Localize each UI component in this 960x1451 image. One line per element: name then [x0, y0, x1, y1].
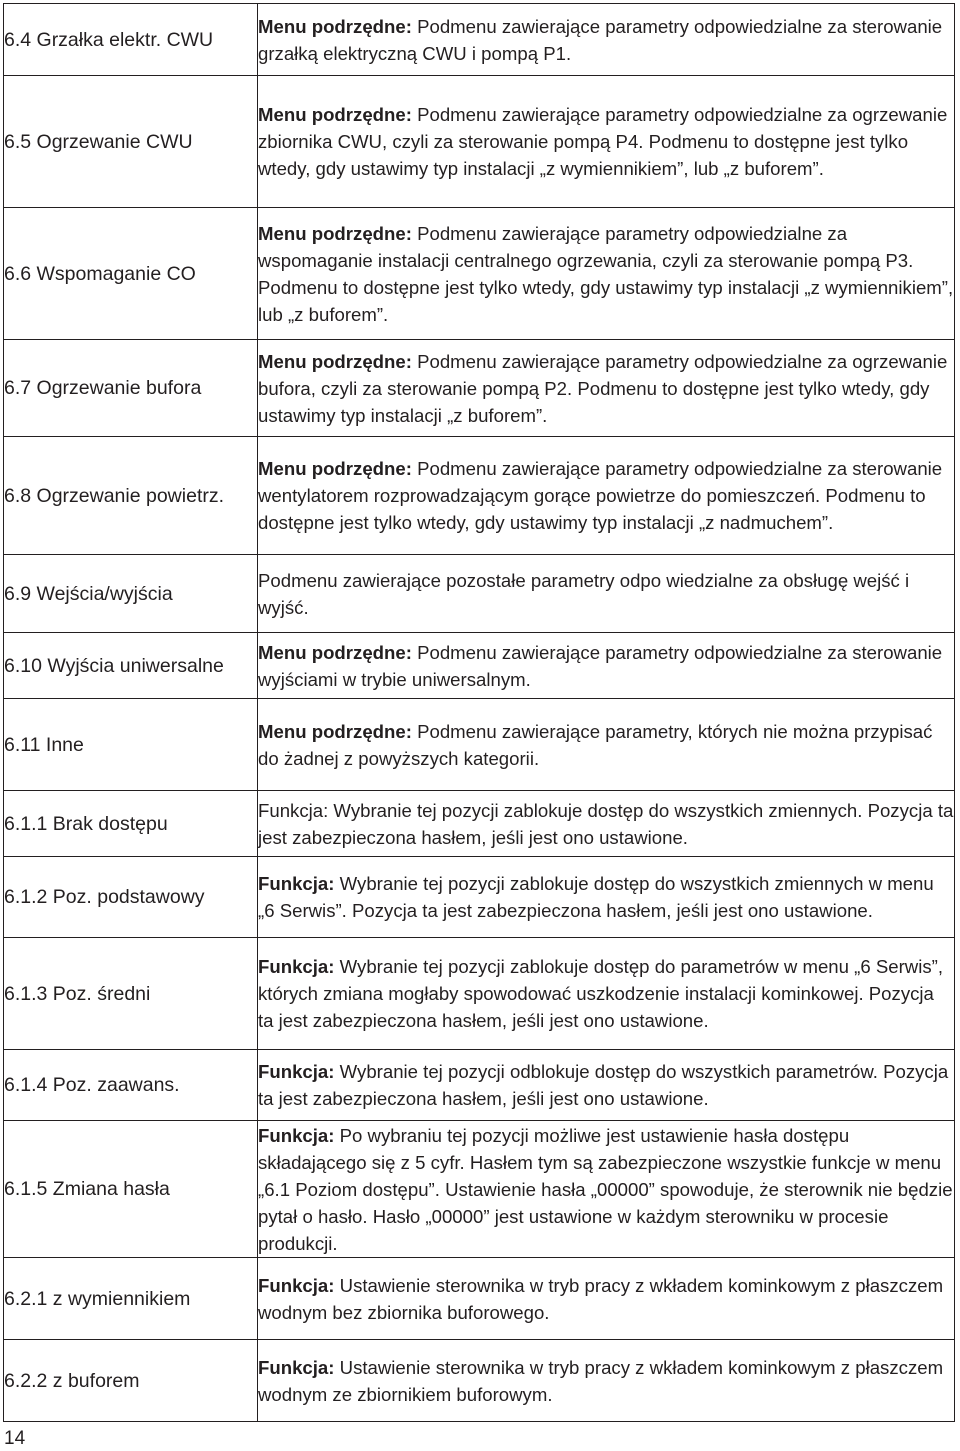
- table-row: [4, 633, 955, 699]
- description-text: Podmenu zawierające parametry odpowiedzialne za sterowanie grzałką elektryczną CWU i pompą P1.: [258, 15, 943, 64]
- page-number: 14: [4, 1428, 26, 1449]
- description-text: Po wybraniu tej pozycji możliwe jest ustawienie hasła dostępu składającego się z 5 cyfr. Hasłem tym są zabezpieczone wszystkie funkcje w menu „6.1 Poziom dostępu”. Ustawienie hasła „00000” spowoduje, że sterownik nie będzie pytał o hasło. Hasło „00000” jest ustawione w każdym sterowniku w procesie produkcji.: [258, 1124, 953, 1254]
- table-row: [4, 1340, 955, 1422]
- menu-item-description: [258, 208, 955, 340]
- table-row: [4, 791, 955, 857]
- description-label: Funkcja:: [258, 1356, 335, 1378]
- menu-item-label: 6.6 Wspomaganie CO: [4, 208, 258, 340]
- table-row: [4, 699, 955, 791]
- menu-item-label: 6.8 Ogrzewanie powietrz.: [4, 437, 258, 555]
- table-row: [4, 208, 955, 340]
- menu-item-description: [258, 1050, 955, 1121]
- menu-item-description: [258, 791, 955, 857]
- menu-item-description: [258, 1258, 955, 1340]
- menu-item-description: [258, 437, 955, 555]
- description-label: Menu podrzędne:: [258, 15, 412, 37]
- table-row: [4, 76, 955, 208]
- description-text: Funkcja: Wybranie tej pozycji zablokuje dostęp do wszystkich zmiennych. Pozycja ta jest zabezpieczona hasłem, jeśli jest ono ustawione.: [258, 799, 954, 848]
- table-row: [4, 1258, 955, 1340]
- menu-item-label: 6.1.2 Poz. podstawowy: [4, 857, 258, 938]
- menu-item-description: [258, 633, 955, 699]
- menu-item-label: 6.2.2 z buforem: [4, 1340, 258, 1422]
- table-row: [4, 938, 955, 1050]
- table-row: [4, 1121, 955, 1258]
- description-text: Podmenu zawierające parametry, których nie można przypisać do żadnej z powyższych kategorii.: [258, 720, 933, 769]
- table-row: [4, 857, 955, 938]
- menu-item-label: 6.9 Wejścia/wyjścia: [4, 555, 258, 633]
- menu-item-label: 6.1.4 Poz. zaawans.: [4, 1050, 258, 1121]
- description-label: Funkcja:: [258, 1274, 335, 1296]
- parameter-table: [3, 3, 955, 1422]
- description-text: Podmenu zawierające parametry odpowiedzialne za ogrzewanie zbiornika CWU, czyli za sterowanie pompą P4. Podmenu to dostępne jest tylko wtedy, gdy ustawimy typ instalacji „z wymiennikiem”, lub „z buforem”.: [258, 104, 948, 179]
- menu-item-description: [258, 938, 955, 1050]
- table-row: [4, 555, 955, 633]
- menu-item-label: 6.11 Inne: [4, 699, 258, 791]
- menu-item-label: 6.7 Ogrzewanie bufora: [4, 340, 258, 437]
- description-text: Wybranie tej pozycji zablokuje dostęp do parametrów w menu „6 Serwis”, których zmiana mogłaby spowodować uszkodzenie instalacji kominkowej. Pozycja ta jest zabezpieczona hasłem, jeśli jest ono ustawione.: [258, 956, 943, 1031]
- table-row: [4, 437, 955, 555]
- menu-item-description: [258, 555, 955, 633]
- description-text: Podmenu zawierające pozostałe parametry odpo wiedzialne za obsługę wejść i wyjść.: [258, 569, 910, 618]
- table-row: [4, 340, 955, 437]
- description-label: Funkcja:: [258, 1124, 335, 1146]
- menu-item-description: [258, 699, 955, 791]
- menu-item-description: [258, 857, 955, 938]
- menu-item-description: [258, 1340, 955, 1422]
- description-label: Menu podrzędne:: [258, 458, 412, 479]
- description-label: Menu podrzędne:: [258, 641, 412, 663]
- menu-item-label: 6.1.3 Poz. średni: [4, 938, 258, 1050]
- description-text: Wybranie tej pozycji zablokuje dostęp do wszystkich zmiennych w menu „6 Serwis”. Pozycja ta jest zabezpieczona hasłem, jeśli jest ono ustawione.: [258, 873, 934, 921]
- description-text: Podmenu zawierające parametry odpowiedzialne za ogrzewanie bufora, czyli za sterowanie pompą P2. Podmenu to dostępne jest tylko wtedy, gdy ustawimy typ instalacji „z buforem”.: [258, 350, 948, 426]
- description-label: Menu podrzędne:: [258, 350, 412, 372]
- description-text: Wybranie tej pozycji odblokuje dostęp do wszystkich parametrów. Pozycja ta jest zabezpieczona hasłem, jeśli jest ono ustawione.: [258, 1061, 949, 1109]
- description-label: Menu podrzędne:: [258, 104, 412, 125]
- description-label: Funkcja:: [258, 1061, 335, 1082]
- menu-item-label: 6.1.5 Zmiana hasła: [4, 1121, 258, 1258]
- description-label: Menu podrzędne:: [258, 720, 412, 742]
- menu-item-label: 6.5 Ogrzewanie CWU: [4, 76, 258, 208]
- description-label: Menu podrzędne:: [258, 222, 412, 244]
- menu-item-description: [258, 340, 955, 437]
- description-text: Podmenu zawierające parametry odpowiedzialne za wspomaganie instalacji centralnego ogrzewania, czyli za sterowanie pompą P3. Podmenu to dostępne jest tylko wtedy, gdy ustawimy typ instalacji „z wymiennikiem”, lub „z buforem”.: [258, 222, 954, 325]
- description-text: Ustawienie sterownika w tryb pracy z wkładem kominkowym z płaszczem wodnym bez zbiornika buforowego.: [258, 1274, 944, 1323]
- table-row: [4, 1050, 955, 1121]
- menu-item-label: 6.1.1 Brak dostępu: [4, 791, 258, 857]
- menu-item-label: 6.10 Wyjścia uniwersalne: [4, 633, 258, 699]
- menu-item-description: [258, 4, 955, 76]
- description-label: Funkcja:: [258, 873, 335, 894]
- description-label: Funkcja:: [258, 956, 335, 977]
- description-text: Ustawienie sterownika w tryb pracy z wkładem kominkowym z płaszczem wodnym ze zbiornikiem buforowym.: [258, 1356, 944, 1405]
- table-row: [4, 4, 955, 76]
- description-text: Podmenu zawierające parametry odpowiedzialne za sterowanie wyjściami w trybie uniwersalnym.: [258, 641, 943, 690]
- menu-item-label: 6.4 Grzałka elektr. CWU: [4, 4, 258, 76]
- description-text: Podmenu zawierające parametry odpowiedzialne za sterowanie wentylatorem rozprowadzającym gorące powietrze do pomieszczeń. Podmenu to dostępne jest tylko wtedy, gdy ustawimy typ instalacji „z nadmuchem”.: [258, 458, 943, 533]
- menu-item-description: [258, 76, 955, 208]
- menu-item-label: 6.2.1 z wymiennikiem: [4, 1258, 258, 1340]
- menu-item-description: [258, 1121, 955, 1258]
